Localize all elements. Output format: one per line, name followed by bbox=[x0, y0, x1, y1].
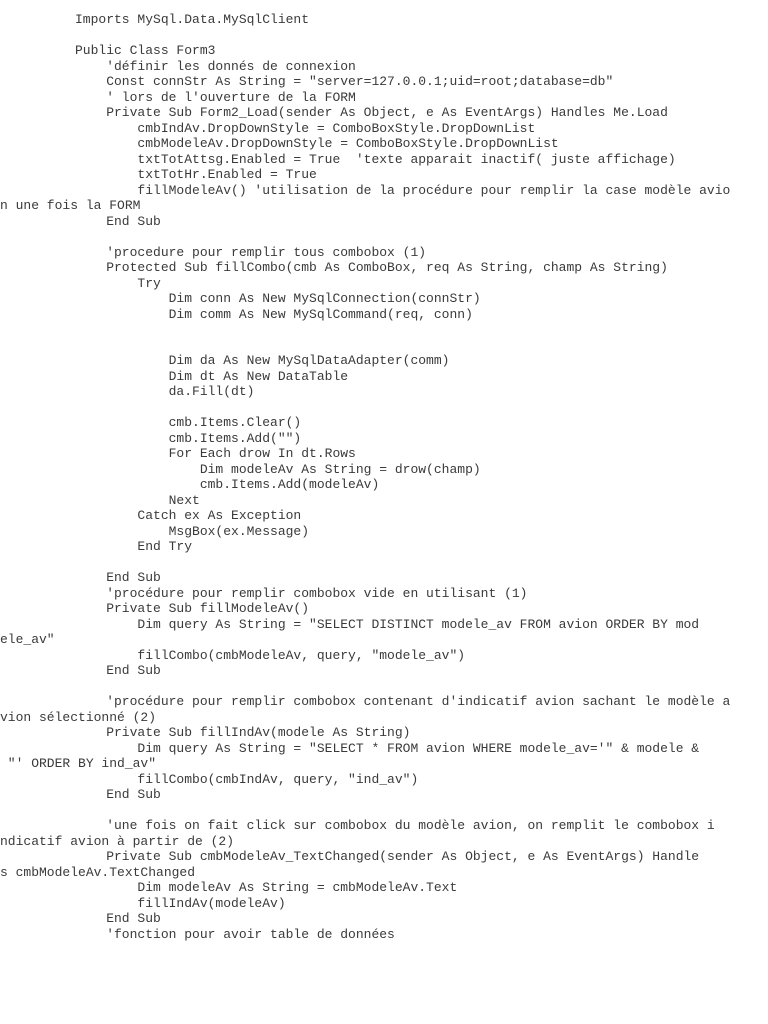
code-line: End Sub bbox=[75, 663, 161, 678]
code-line: n une fois la FORM bbox=[0, 198, 141, 213]
code-line: "' ORDER BY ind_av" bbox=[0, 756, 157, 771]
code-line: Dim dt As New DataTable bbox=[75, 368, 349, 384]
code-line: Dim query As String = "SELECT DISTINCT modele_av FROM avion ORDER BY mod bbox=[75, 616, 700, 632]
code-line: txtTotAttsg.Enabled = True 'texte apparait inactif( juste affichage) bbox=[75, 151, 676, 167]
code-line: End Sub bbox=[75, 213, 161, 229]
code-line: s cmbModeleAv.TextChanged bbox=[0, 864, 196, 880]
blank-line bbox=[75, 400, 755, 416]
code-line: End Sub bbox=[75, 911, 161, 926]
code-line: da.Fill(dt) bbox=[75, 384, 255, 399]
code-line: ele_av" bbox=[0, 632, 55, 647]
code-line: fillModeleAv() 'utilisation de la procédure pour remplir la case modèle avio bbox=[75, 182, 731, 198]
code-line: 'procedure pour remplir tous combobox (1) bbox=[75, 244, 427, 260]
code-line: cmbModeleAv.DropDownStyle = ComboBoxStyle.DropDownList bbox=[75, 136, 559, 151]
blank-line bbox=[75, 229, 755, 245]
code-line: 'fonction pour avoir table de données bbox=[75, 926, 395, 942]
code-line: Dim modeleAv As String = cmbModeleAv.Text bbox=[75, 880, 458, 895]
blank-line bbox=[75, 555, 755, 571]
code-line: 'procédure pour remplir combobox contenant d'indicatif avion sachant le modèle a bbox=[75, 694, 731, 709]
code-line: 'définir les donnés de connexion bbox=[75, 58, 356, 74]
code-line: cmb.Items.Clear() bbox=[75, 415, 302, 430]
code-line: Private Sub cmbModeleAv_TextChanged(sender As Object, e As EventArgs) Handle bbox=[75, 849, 700, 864]
code-line: End Sub bbox=[75, 787, 161, 802]
code-line: fillIndAv(modeleAv) bbox=[75, 895, 286, 911]
code-line: cmb.Items.Add("") bbox=[75, 430, 302, 446]
code-listing bbox=[0, 12, 755, 942]
code-line: ndicatif avion à partir de (2) bbox=[0, 833, 235, 849]
code-line: Next bbox=[75, 492, 200, 508]
code-line: MsgBox(ex.Message) bbox=[75, 523, 310, 539]
blank-line bbox=[75, 679, 755, 695]
code-line: Private Sub Form2_Load(sender As Object, e As EventArgs) Handles Me.Load bbox=[75, 105, 668, 120]
code-line: Dim modeleAv As String = drow(champ) bbox=[75, 461, 481, 477]
code-line: Dim query As String = "SELECT * FROM avion WHERE modele_av='" & modele & bbox=[75, 740, 700, 756]
code-line: 'une fois on fait click sur combobox du modèle avion, on remplit le combobox i bbox=[75, 818, 715, 833]
code-line: For Each drow In dt.Rows bbox=[75, 446, 356, 461]
code-line: Dim conn As New MySqlConnection(connStr) bbox=[75, 291, 481, 306]
code-line: cmb.Items.Add(modeleAv) bbox=[75, 477, 380, 492]
code-line: Private Sub fillIndAv(modele As String) bbox=[75, 725, 411, 740]
code-line: Private Sub fillModeleAv() bbox=[75, 601, 310, 616]
code-line: vion sélectionné (2) bbox=[0, 709, 157, 725]
code-line: Const connStr As String = "server=127.0.0.1;uid=root;database=db" bbox=[75, 74, 614, 89]
code-line: Catch ex As Exception bbox=[75, 508, 302, 523]
code-line: Try bbox=[75, 275, 161, 291]
code-line: Dim da As New MySqlDataAdapter(comm) bbox=[75, 353, 450, 368]
code-line: Dim comm As New MySqlCommand(req, conn) bbox=[75, 306, 473, 322]
code-line: ' lors de l'ouverture de la FORM bbox=[75, 89, 356, 105]
code-line: fillCombo(cmbModeleAv, query, "modele_av") bbox=[75, 647, 466, 663]
code-line: txtTotHr.Enabled = True bbox=[75, 167, 317, 182]
code-line: cmbIndAv.DropDownStyle = ComboBoxStyle.DropDownList bbox=[75, 120, 536, 136]
code-line: Imports MySql.Data.MySqlClient bbox=[75, 12, 310, 27]
code-line: 'procédure pour remplir combobox vide en utilisant (1) bbox=[75, 585, 528, 601]
blank-line bbox=[75, 322, 755, 338]
code-line: Public Class Form3 bbox=[75, 43, 216, 58]
code-line: End Sub bbox=[75, 570, 161, 585]
blank-line bbox=[75, 803, 755, 819]
code-line: End Try bbox=[75, 539, 193, 554]
code-line: Protected Sub fillCombo(cmb As ComboBox, req As String, champ As String) bbox=[75, 260, 668, 275]
blank-line bbox=[75, 28, 755, 44]
code-line: fillCombo(cmbIndAv, query, "ind_av") bbox=[75, 771, 419, 787]
blank-line bbox=[75, 338, 755, 354]
